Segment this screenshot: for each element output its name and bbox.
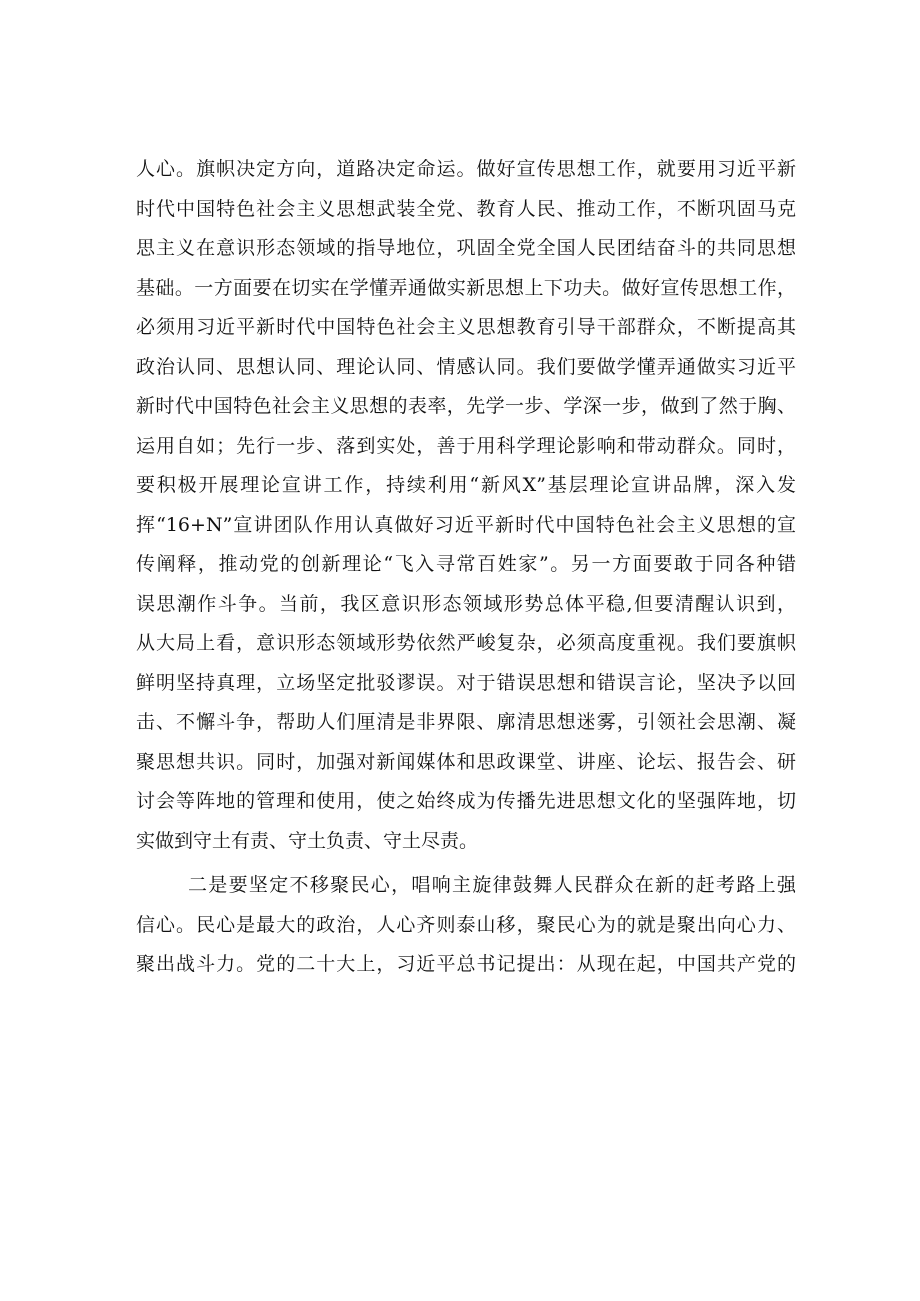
text-line: 新时代中国特色社会主义思想的表率，先学一步、学深一步，做到了然于胸、: [136, 395, 796, 417]
text-line: 政治认同、思想认同、理论认同、情感认同。我们要做学懂弄通做实习近平: [136, 355, 796, 378]
text-line: 实做到守土有责、守土负责、守土尽责。: [136, 829, 479, 852]
text-line: 运用自如；先行一步、落到实处，善于用科学理论影响和带动群众。同时，: [136, 434, 796, 457]
text-line: 讨会等阵地的管理和使用，使之始终成为传播先进思想文化的坚强阵地，切: [136, 790, 796, 812]
text-line: 要积极开展理论宣讲工作，持续利用“新风X”基层理论宣讲品牌，深入发: [136, 474, 796, 496]
paragraph: [136, 866, 796, 985]
text-line: 聚思想共识。同时，加强对新闻媒体和思政课堂、讲座、论坛、报告会、研: [136, 750, 796, 773]
paragraph: [136, 150, 796, 861]
text-line: 挥“16+N”宣讲团队作用认真做好习近平新时代中国特色社会主义思想的宣: [136, 513, 796, 536]
text-line: 思主义在意识形态领域的指导地位，巩固全党全国人民团结奋斗的共同思想: [136, 237, 796, 259]
text-line: 基础。一方面要在切实在学懂弄通做实新思想上下功夫。做好宣传思想工作，: [136, 276, 796, 299]
text-line: 二是要坚定不移聚民心，唱响主旋律鼓舞人民群众在新的赶考路上强: [188, 874, 796, 896]
document-body: [136, 150, 796, 985]
text-line: 从大局上看，意识形态领域形势依然严峻复杂，必须高度重视。我们要旗帜: [136, 632, 796, 654]
text-line: 击、不懈斗争，帮助人们厘清是非界限、廓清思想迷雾，引领社会思潮、凝: [136, 711, 796, 733]
text-line: 信心。民心是最大的政治，人心齐则泰山移，聚民心为的就是聚出向心力、: [136, 913, 796, 936]
text-line: 误思潮作斗争。当前，我区意识形态领域形势总体平稳,但要清醒认识到，: [136, 592, 796, 615]
text-line: 人心。旗帜决定方向，道路决定命运。做好宣传思想工作，就要用习近平新: [136, 158, 796, 180]
text-line: 时代中国特色社会主义思想武装全党、教育人民、推动工作，不断巩固马克: [136, 197, 796, 220]
text-line: 聚出战斗力。党的二十大上，习近平总书记提出：从现在起，中国共产党的: [136, 953, 796, 975]
text-line: 鲜明坚持真理，立场坚定批驳谬误。对于错误思想和错误言论，坚决予以回: [136, 671, 796, 694]
text-line: 必须用习近平新时代中国特色社会主义思想教育引导干部群众，不断提高其: [136, 316, 796, 338]
text-line: 传阐释，推动党的创新理论“飞入寻常百姓家”。另一方面要敢于同各种错: [136, 553, 796, 575]
